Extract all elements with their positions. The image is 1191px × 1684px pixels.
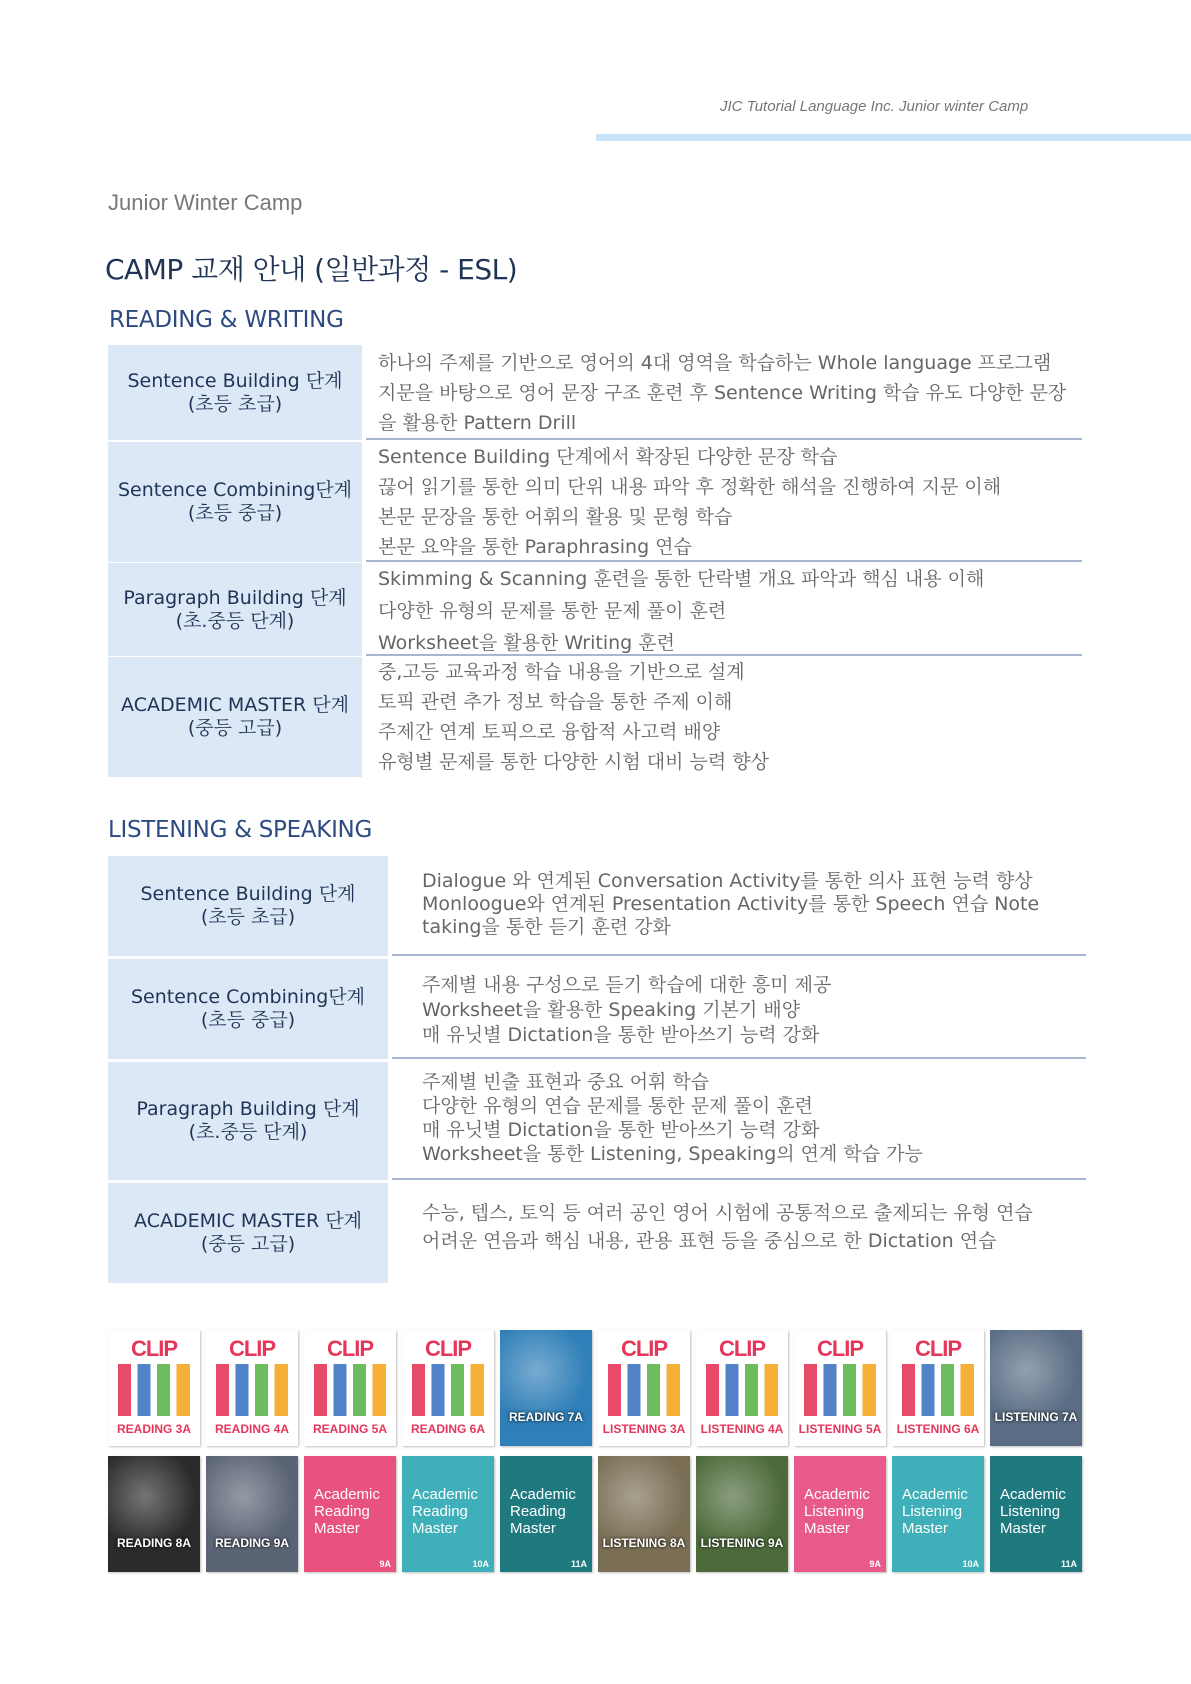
- level-grade: (초등 중급): [200, 1009, 296, 1031]
- textbook-cover: [990, 1456, 1082, 1572]
- textbook-cover: [892, 1330, 984, 1446]
- cover-title: READING 6A: [410, 1422, 485, 1436]
- description-line: 다양한 유형의 문제를 통한 문제 풀이 훈련: [378, 600, 727, 622]
- cover-title: Academic Listening Master: [804, 1486, 870, 1537]
- cover-title: LISTENING 6A: [896, 1422, 980, 1436]
- table-row: [108, 563, 1082, 656]
- description-cell: [366, 442, 1082, 562]
- table-row: [108, 959, 1086, 1059]
- description-line: Dialogue 와 연계된 Conversation Activity를 통한 의사 표현 능력 향상: [422, 870, 1033, 892]
- level-grade: (초.중등 단계): [188, 1121, 308, 1143]
- cover-title: Academic Listening Master: [1000, 1486, 1066, 1537]
- description-line: Worksheet을 통한 Listening, Speaking의 연계 학습 가능: [422, 1143, 923, 1165]
- textbook-cover: [108, 1330, 200, 1446]
- cover-title: READING 9A: [214, 1536, 289, 1550]
- textbook-cover: [402, 1456, 494, 1572]
- description-line: 중,고등 교육과정 학습 내용을 기반으로 설계: [378, 661, 745, 683]
- cover-title: Academic Reading Master: [412, 1486, 478, 1537]
- level-cell: [108, 959, 388, 1059]
- clip-logo: CLIP: [130, 1336, 178, 1361]
- description-line: 유형별 문제를 통한 다양한 시험 대비 능력 향상: [378, 751, 770, 773]
- table-row: [108, 1062, 1086, 1180]
- description-line: Sentence Building 단계에서 확장된 다양한 문장 학습: [378, 446, 838, 468]
- description-cell: [366, 345, 1082, 440]
- level-cell: [108, 1062, 388, 1180]
- reading-writing-title: READING & WRITING: [109, 307, 344, 333]
- description-cell: [392, 1062, 1086, 1180]
- cover-title: READING 4A: [214, 1422, 289, 1436]
- textbook-cover: [696, 1330, 788, 1446]
- textbook-cover: [696, 1456, 788, 1572]
- description-line: 매 유닛별 Dictation을 통한 받아쓰기 능력 강화: [422, 1119, 820, 1141]
- description-line: taking을 통한 듣기 훈련 강화: [422, 916, 671, 938]
- description-cell: [366, 563, 1082, 656]
- textbook-cover: [892, 1456, 984, 1572]
- textbook-cover: [500, 1456, 592, 1572]
- clip-logo: CLIP: [424, 1336, 472, 1361]
- level-cell: [108, 1183, 388, 1283]
- cover-title: LISTENING 8A: [602, 1536, 686, 1550]
- level-name: Sentence Building 단계: [127, 369, 343, 392]
- description-line: 을 활용한 Pattern Drill: [378, 412, 577, 434]
- description-line: Worksheet을 활용한 Speaking 기본기 배양: [422, 999, 801, 1021]
- level-name: Sentence Building 단계: [140, 883, 356, 905]
- table-row: [108, 1183, 1086, 1283]
- cover-volume: 9A: [379, 1559, 391, 1569]
- description-line: 매 유닛별 Dictation을 통한 받아쓰기 능력 강화: [422, 1024, 820, 1046]
- cover-pattern: [118, 1364, 190, 1416]
- description-line: 다양한 유형의 연습 문제를 통한 문제 풀이 훈련: [422, 1095, 814, 1117]
- description-line: 주제별 내용 구성으로 듣기 학습에 대한 흥미 제공: [422, 974, 832, 996]
- textbook-covers: [108, 1330, 1084, 1578]
- textbook-cover: [598, 1456, 690, 1572]
- level-name: Sentence Combining단계: [130, 986, 366, 1008]
- cover-title: LISTENING 4A: [700, 1422, 784, 1436]
- listening-speaking-title: LISTENING & SPEAKING: [108, 817, 372, 843]
- header-accent-bar: [596, 134, 1191, 141]
- clip-logo: CLIP: [914, 1336, 962, 1361]
- cover-pattern: [706, 1364, 778, 1416]
- table-row: [108, 657, 1082, 777]
- level-grade: (중등 고급): [187, 717, 283, 739]
- level-cell: [108, 345, 362, 440]
- level-grade: (초.중등 단계): [175, 609, 295, 632]
- description-line: 어려운 연음과 핵심 내용, 관용 표현 등을 중심으로 한 Dictation 연습: [422, 1230, 997, 1252]
- description-cell: [392, 856, 1086, 956]
- textbook-cover: [304, 1330, 396, 1446]
- cover-title: READING 3A: [116, 1422, 191, 1436]
- description-line: 주제별 빈출 표현과 중요 어휘 학습: [422, 1071, 710, 1093]
- level-cell: [108, 442, 362, 562]
- cover-volume: 11A: [1060, 1559, 1077, 1569]
- table-row: [108, 345, 1082, 440]
- cover-pattern: [314, 1364, 386, 1416]
- cover-title: Academic Listening Master: [902, 1486, 968, 1537]
- cover-title: READING 7A: [508, 1410, 583, 1424]
- cover-title: LISTENING 9A: [700, 1536, 784, 1550]
- clip-logo: CLIP: [718, 1336, 766, 1361]
- clip-logo: CLIP: [620, 1336, 668, 1361]
- textbook-cover: [598, 1330, 690, 1446]
- clip-logo: CLIP: [326, 1336, 374, 1361]
- textbook-row-2: [108, 1456, 1082, 1572]
- level-name: Paragraph Building 단계: [136, 1098, 360, 1120]
- cover-volume: 9A: [869, 1559, 881, 1569]
- cover-title: READING 5A: [312, 1422, 387, 1436]
- description-line: 토픽 관련 추가 정보 학습을 통한 주제 이해: [378, 691, 733, 713]
- textbook-cover: [500, 1330, 592, 1446]
- textbook-cover: [794, 1456, 886, 1572]
- description-line: 수능, 텝스, 토익 등 여러 공인 영어 시험에 공통적으로 출제되는 유형 연습: [422, 1202, 1033, 1224]
- page-subtitle: Junior Winter Camp: [108, 190, 303, 215]
- table-row: [108, 442, 1082, 562]
- textbook-cover: [794, 1330, 886, 1446]
- cover-title: LISTENING 3A: [602, 1422, 686, 1436]
- textbook-cover: [304, 1456, 396, 1572]
- cover-title: READING 8A: [116, 1536, 191, 1550]
- cover-pattern: [608, 1364, 680, 1416]
- description-line: 주제간 연계 토픽으로 융합적 사고력 배양: [378, 721, 721, 743]
- description-line: Worksheet을 활용한 Writing 훈련: [378, 632, 675, 654]
- textbook-cover: [206, 1330, 298, 1446]
- level-cell: [108, 657, 362, 777]
- description-line: 끊어 읽기를 통한 의미 단위 내용 파악 후 정확한 해석을 진행하여 지문 이해: [378, 476, 1002, 498]
- textbook-cover: [990, 1330, 1082, 1446]
- level-grade: (중등 고급): [200, 1233, 296, 1255]
- description-cell: [392, 1183, 1086, 1283]
- level-name: ACADEMIC MASTER 단계: [121, 694, 349, 716]
- description-line: 본문 요약을 통한 Paraphrasing 연습: [378, 536, 692, 558]
- description-line: Skimming & Scanning 훈련을 통한 단락별 개요 파악과 핵심 내용 이해: [378, 568, 985, 590]
- level-cell: [108, 856, 388, 956]
- header-company-text: JIC Tutorial Language Inc. Junior winter Camp: [720, 98, 1029, 115]
- level-grade: (초등 초급): [200, 906, 296, 928]
- textbook-cover: [108, 1456, 200, 1572]
- cover-pattern: [804, 1364, 876, 1416]
- level-name: Paragraph Building 단계: [123, 586, 347, 609]
- cover-pattern: [216, 1364, 288, 1416]
- table-row: [108, 856, 1086, 956]
- page-title: CAMP 교재 안내 (일반과정 - ESL): [105, 253, 518, 286]
- textbook-cover: [402, 1330, 494, 1446]
- description-line: 지문을 바탕으로 영어 문장 구조 훈련 후 Sentence Writing 학습 유도 다양한 문장: [378, 382, 1067, 404]
- cover-volume: 10A: [472, 1559, 489, 1569]
- description-cell: [392, 959, 1086, 1059]
- level-grade: (초등 중급): [187, 502, 283, 524]
- clip-logo: CLIP: [816, 1336, 864, 1361]
- level-grade: (초등 초급): [187, 392, 283, 415]
- level-name: ACADEMIC MASTER 단계: [134, 1210, 362, 1232]
- description-line: 하나의 주제를 기반으로 영어의 4대 영역을 학습하는 Whole language 프로그램: [378, 352, 1052, 374]
- cover-title: LISTENING 5A: [798, 1422, 882, 1436]
- textbook-cover: [206, 1456, 298, 1572]
- description-line: Monloogue와 연계된 Presentation Activity를 통한 Speech 연습 Note: [422, 893, 1040, 915]
- description-line: 본문 문장을 통한 어휘의 활용 및 문형 학습: [378, 506, 733, 528]
- cover-title: Academic Reading Master: [510, 1486, 576, 1537]
- cover-volume: 10A: [962, 1559, 979, 1569]
- textbook-row-1: [108, 1330, 1082, 1446]
- cover-title: Academic Reading Master: [314, 1486, 380, 1537]
- cover-pattern: [412, 1364, 484, 1416]
- level-name: Sentence Combining단계: [117, 479, 353, 501]
- cover-pattern: [902, 1364, 974, 1416]
- description-cell: [366, 657, 1082, 777]
- level-cell: [108, 563, 362, 656]
- clip-logo: CLIP: [228, 1336, 276, 1361]
- cover-volume: 11A: [570, 1559, 587, 1569]
- cover-title: LISTENING 7A: [994, 1410, 1078, 1424]
